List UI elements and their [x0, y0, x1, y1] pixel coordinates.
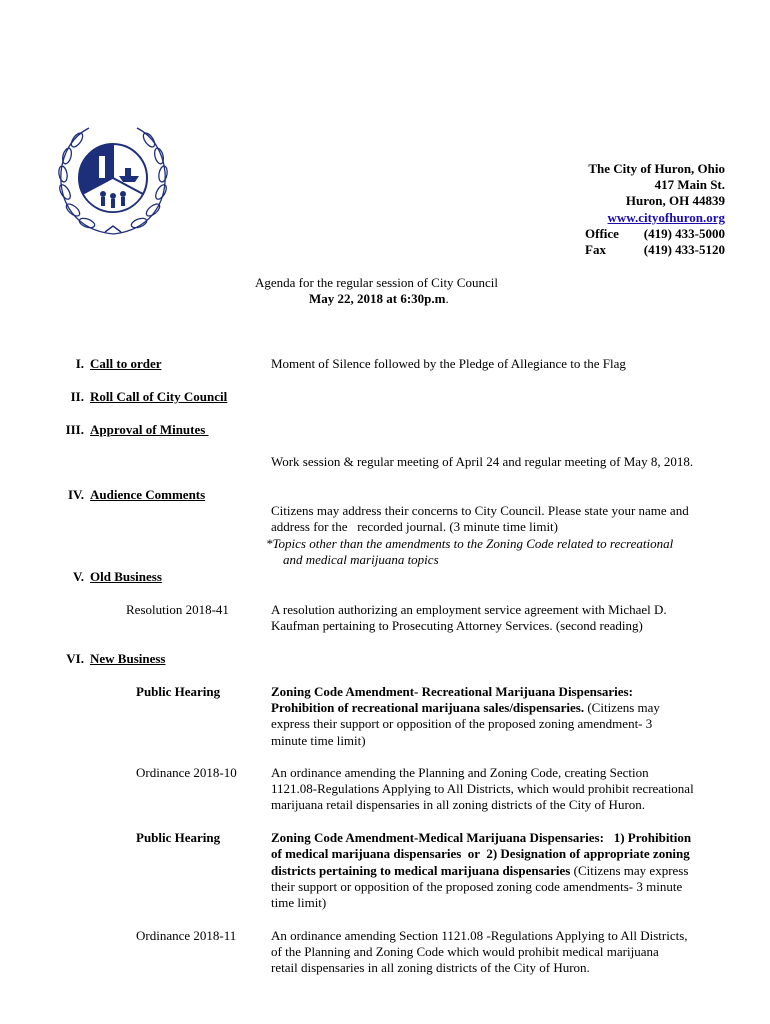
meeting-date — [309, 291, 449, 307]
public-hearing-1-l1: Zoning Code Amendment- Recreational Marijuana Dispensaries: — [271, 684, 633, 699]
section-1-title: Call to order — [90, 356, 162, 371]
meeting-date-tail: . — [445, 291, 449, 306]
public-hearing-1-label: Public Hearing — [136, 684, 221, 699]
fax-phone: (419) 433-5120 — [643, 242, 725, 257]
ordinance-10-l1: An ordinance amending the Planning and Zoning Code, creating Section — [271, 765, 649, 780]
public-hearing-1-l2-bold: Prohibition of recreational marijuana sales/dispensaries. — [271, 700, 585, 715]
section-3-title: Approval of Minutes — [90, 422, 209, 437]
public-hearing-2-l4: their support or opposition of the proposed zoning code amendments- 3 minute — [271, 879, 683, 894]
public-hearing-1-l2 — [271, 700, 660, 716]
public-hearing-2-l1: Zoning Code Amendment-Medical Marijuana Dispensaries: 1) Prohibition — [271, 830, 692, 845]
ordinance-11-l1: An ordinance amending Section 1121.08 -Regulations Applying to All Districts, — [271, 928, 688, 943]
section-1-desc: Moment of Silence followed by the Pledge of Allegiance to the Flag — [271, 356, 626, 371]
section-3-number: III. — [65, 422, 84, 437]
meeting-date-bold: May 22, 2018 at 6:30p.m — [309, 291, 446, 306]
section-4-number: IV. — [67, 487, 84, 502]
section-4-note-2: and medical marijuana topics — [283, 552, 439, 567]
public-hearing-1-l2-tail: (Citizens may — [584, 700, 660, 715]
header-city: Huron, OH 44839 — [625, 193, 725, 208]
agenda-title: Agenda for the regular session of City Council — [255, 275, 498, 290]
section-2-title: Roll Call of City Council — [90, 389, 228, 404]
resolution-desc-1: A resolution authorizing an employment service agreement with Michael D. — [271, 602, 667, 617]
public-hearing-1-l3: express their support or opposition of the proposed zoning amendment- 3 — [271, 716, 653, 731]
section-1-number: I. — [75, 356, 84, 371]
city-seal-logo — [55, 122, 171, 240]
public-hearing-2-l3 — [271, 863, 688, 879]
section-2-number: II. — [70, 389, 84, 404]
public-hearing-2-l5: time limit) — [271, 895, 327, 910]
public-hearing-2-l2: of medical marijuana dispensaries or 2) Designation of appropriate zoning — [271, 846, 690, 861]
section-6-number: VI. — [66, 651, 84, 666]
section-4-desc-2: address for the recorded journal. (3 minute time limit) — [271, 519, 558, 534]
resolution-desc-2: Kaufman pertaining to Prosecuting Attorney Services. (second reading) — [271, 618, 643, 633]
section-6-title: New Business — [90, 651, 166, 666]
header-org: The City of Huron, Ohio — [588, 161, 725, 176]
public-hearing-2-l3-bold: districts pertaining to medical marijuana dispensaries — [271, 863, 571, 878]
ordinance-10-label: Ordinance 2018-10 — [136, 765, 237, 780]
fax-label: Fax — [585, 242, 606, 257]
ordinance-10-l3: marijuana retail dispensaries in all zoning districts of the City of Huron. — [271, 797, 646, 812]
ordinance-10-l2: 1121.08-Regulations Applying to All Districts, which would prohibit recreational — [271, 781, 694, 796]
section-5-title: Old Business — [90, 569, 162, 584]
section-4-note-1: *Topics other than the amendments to the Zoning Code related to recreational — [266, 536, 674, 551]
public-hearing-2-label: Public Hearing — [136, 830, 221, 845]
header-street: 417 Main St. — [654, 177, 725, 192]
ordinance-11-l2: of the Planning and Zoning Code which would prohibit medical marijuana — [271, 944, 659, 959]
section-4-desc-1: Citizens may address their concerns to City Council. Please state your name and — [271, 503, 689, 518]
public-hearing-2-l3-tail: (Citizens may express — [570, 863, 689, 878]
section-4-title: Audience Comments — [90, 487, 206, 502]
section-5-number: V. — [73, 569, 84, 584]
section-3-desc: Work session & regular meeting of April 24 and regular meeting of May 8, 2018. — [271, 454, 694, 469]
office-phone: (419) 433-5000 — [643, 226, 725, 241]
public-hearing-1-l4: minute time limit) — [271, 733, 366, 748]
resolution-label: Resolution 2018-41 — [126, 602, 229, 617]
website-link[interactable]: www.cityofhuron.org — [607, 210, 725, 225]
office-label: Office — [585, 226, 619, 241]
ordinance-11-l3: retail dispensaries in all zoning districts of the City of Huron. — [271, 960, 590, 975]
ordinance-11-label: Ordinance 2018-11 — [136, 928, 237, 943]
